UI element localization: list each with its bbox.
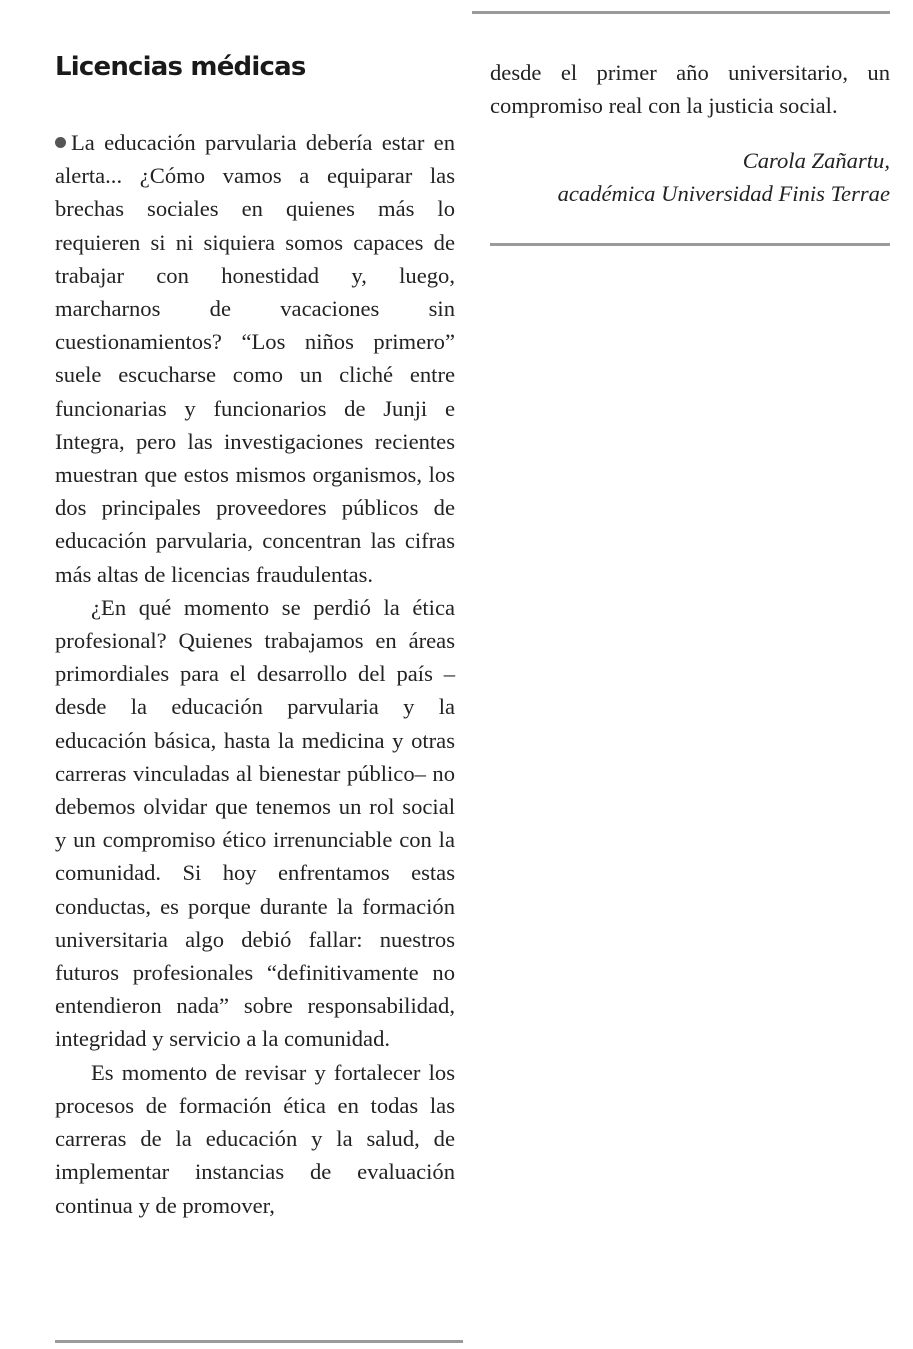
paragraph-1 <box>55 126 455 591</box>
bottom-left-rule <box>55 1340 463 1343</box>
author-signature <box>490 144 890 210</box>
paragraph-2: ¿En qué momento se perdió la ética profesional? Quienes trabajamos en áreas primordiales para el desarrollo del país –desde la educación parvularia y la educación básica, hasta la medicina y otras carreras vinculadas al bienestar público– no debemos olvidar que tenemos un rol social y un compromiso ético irrenunciable con la comunidad. Si hoy enfrentamos estas conductas, es porque durante la formación universitaria algo debió fallar: nuestros futuros profesionales “definitivamente no entendieron nada” sobre responsabilidad, integridad y servicio a la comunidad. <box>55 594 455 1052</box>
top-right-rule <box>472 11 890 14</box>
author-title: académica Universidad Finis Terrae <box>557 181 890 207</box>
bullet-icon <box>55 137 66 148</box>
article-body-left-column <box>55 126 455 1222</box>
author-name: Carola Zañartu, <box>742 148 890 174</box>
paragraph-1-text: La educación parvularia debería estar en alerta... ¿Cómo vamos a equiparar las brechas sociales en quienes más lo requieren si ni siquiera somos capaces de trabajar con honestidad y, luego, marcharnos de vacaciones sin cuestionamientos? “Los niños primero” suele escucharse como un cliché entre funcionarias y funcionarios de Junji e Integra, pero las investigaciones recientes muestran que estos mismos organismos, los dos principales proveedores públicos de educación parvularia, concentran las cifras más altas de licencias fraudulentas. <box>55 130 455 587</box>
article-body-right-column <box>490 56 890 210</box>
signature-divider <box>490 243 890 246</box>
paragraph-continuation: desde el primer año universitario, un compromiso real con la justicia social. <box>490 60 890 119</box>
paragraph-3: Es momento de revisar y fortalecer los procesos de formación ética en todas las carreras de la educación y la salud, de implementar instancias de evaluación continua y de promover, <box>55 1059 455 1218</box>
article-headline: Licencias médicas <box>55 52 306 82</box>
